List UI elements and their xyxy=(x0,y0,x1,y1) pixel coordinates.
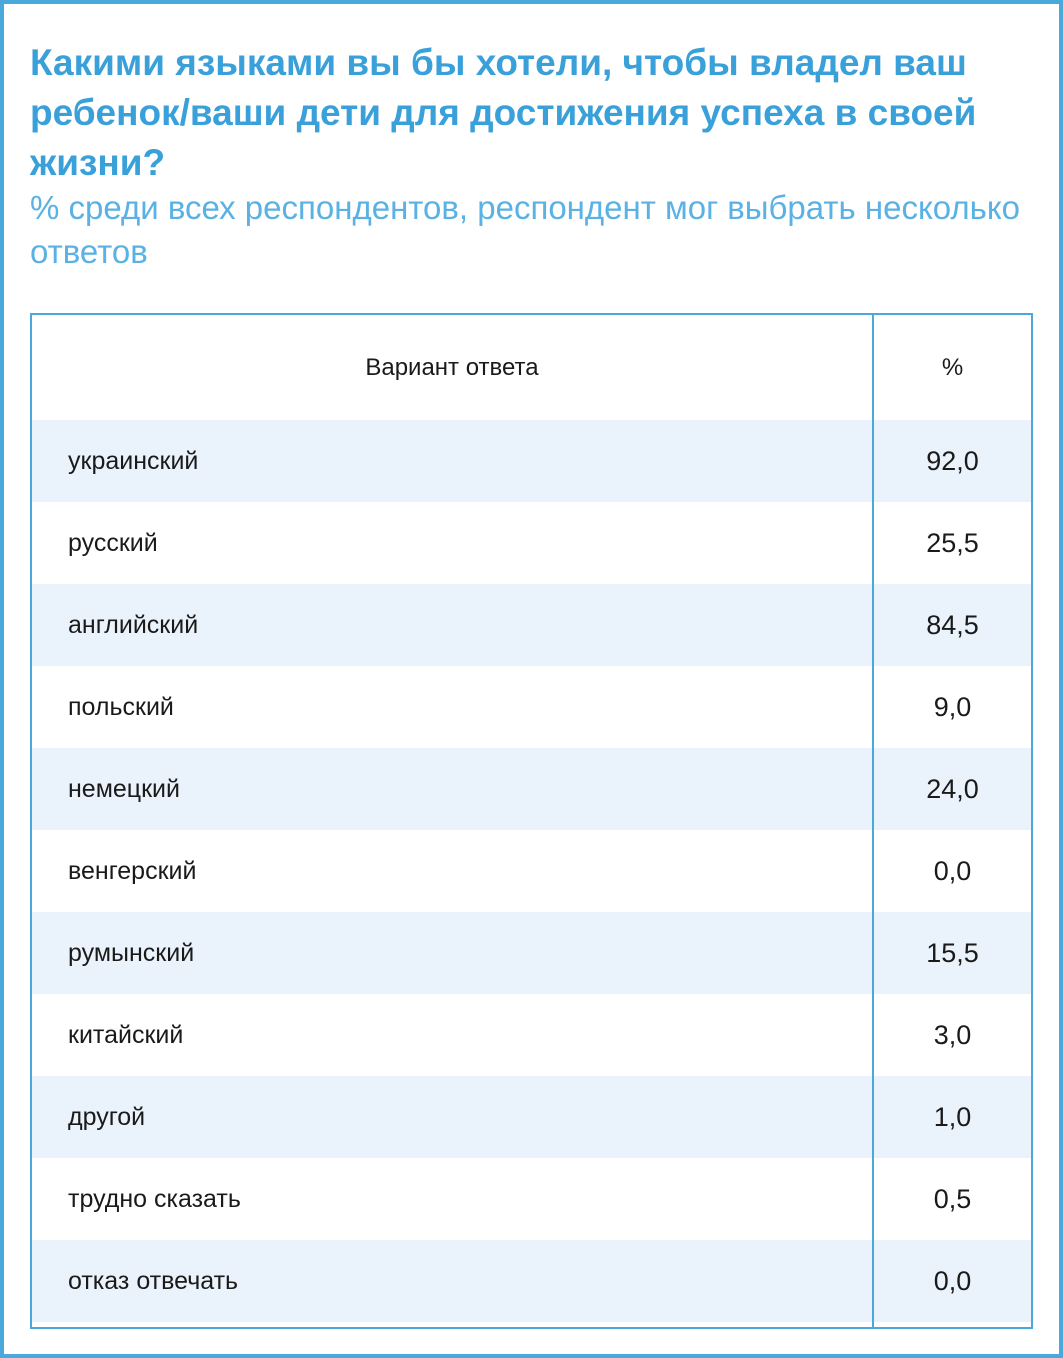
row-value: 0,0 xyxy=(933,855,972,886)
row-label: немецкий xyxy=(68,774,180,803)
table-row xyxy=(32,666,1031,748)
table-header-row xyxy=(32,315,1031,420)
row-value: 92,0 xyxy=(926,445,979,476)
column-header-percent: % xyxy=(941,353,964,381)
table-row xyxy=(32,1076,1031,1158)
row-label: трудно сказать xyxy=(68,1184,241,1213)
row-label: польский xyxy=(68,692,174,721)
table-row xyxy=(32,912,1031,994)
page-title: Какими языками вы бы хотели, чтобы владел ваш ребенок/ваши дети для достижения успеха в своей жизни? xyxy=(30,42,977,183)
row-value: 84,5 xyxy=(926,609,979,640)
row-label: английский xyxy=(68,610,199,639)
row-value: 0,5 xyxy=(933,1183,972,1214)
column-header-answer: Вариант ответа xyxy=(365,353,539,381)
row-label: другой xyxy=(68,1102,146,1131)
row-value: 3,0 xyxy=(933,1019,972,1050)
row-value: 9,0 xyxy=(933,691,972,722)
row-label: румынский xyxy=(68,938,195,967)
row-value: 25,5 xyxy=(926,527,979,558)
row-value: 1,0 xyxy=(933,1101,972,1132)
page-subtitle: % среди всех респондентов, респондент мог выбрать несколько ответов xyxy=(30,189,1020,270)
row-value: 15,5 xyxy=(926,937,979,968)
row-label: отказ отвечать xyxy=(68,1266,239,1295)
row-label: украинский xyxy=(68,446,199,475)
row-label: китайский xyxy=(68,1020,184,1049)
table-row xyxy=(32,584,1031,666)
results-table xyxy=(30,313,1033,1329)
row-label: русский xyxy=(68,528,158,557)
table-row xyxy=(32,1158,1031,1240)
row-label: венгерский xyxy=(68,856,197,885)
column-divider xyxy=(872,315,874,1327)
table-row xyxy=(32,748,1031,830)
table-row xyxy=(32,830,1031,912)
table-row xyxy=(32,420,1031,502)
table-row xyxy=(32,502,1031,584)
table-row xyxy=(32,994,1031,1076)
table-row xyxy=(32,1240,1031,1322)
row-value: 24,0 xyxy=(926,773,979,804)
row-value: 0,0 xyxy=(933,1265,972,1296)
